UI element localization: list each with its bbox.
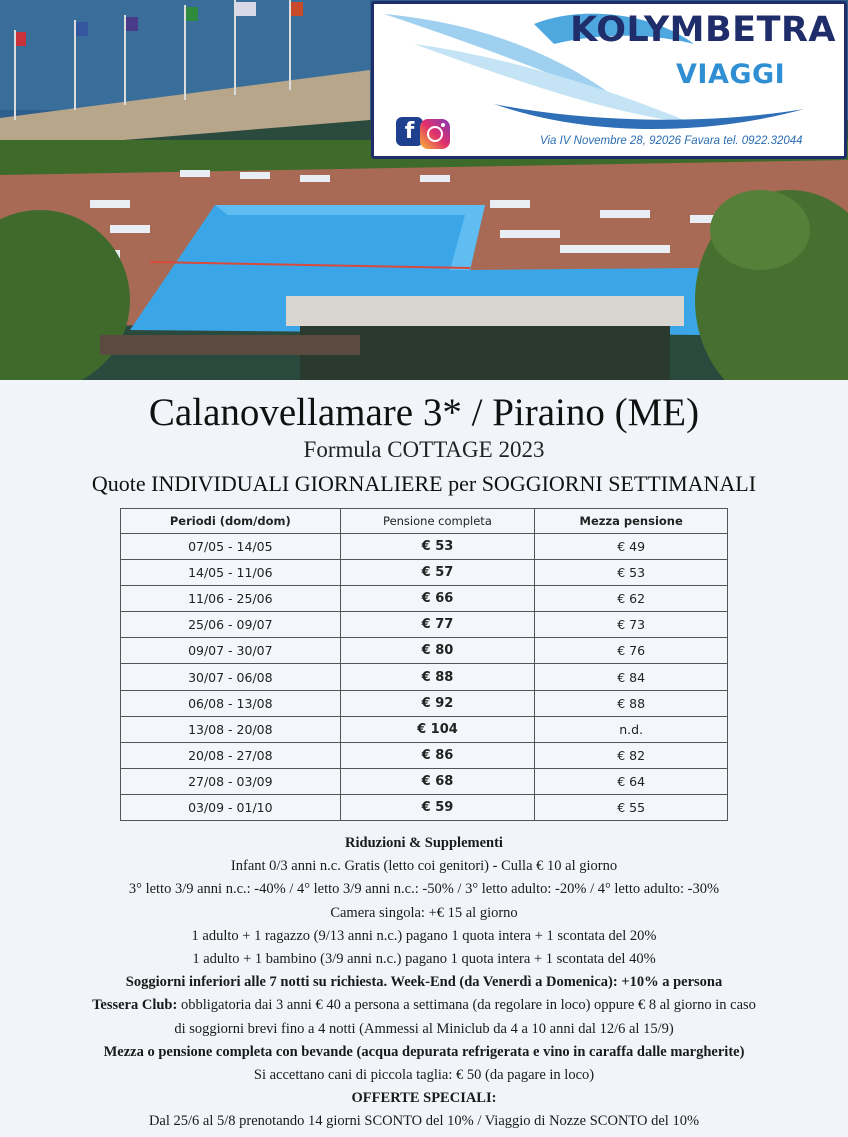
half-board-price: € 76 — [535, 638, 728, 664]
single-room-note: Camera singola: +€ 15 al giorno — [330, 904, 518, 921]
period-cell: 13/08 - 20/08 — [121, 716, 341, 742]
brand-subtitle: VIAGGI — [676, 59, 786, 90]
reductions-heading: Riduzioni & Supplementi — [345, 835, 503, 851]
period-cell: 14/05 - 11/06 — [121, 560, 341, 586]
pets-note: Si accettano cani di piccola taglia: € 50 (da pagare in loco) — [253, 1067, 595, 1084]
full-board-price: € 59 — [340, 794, 535, 820]
drinks-note: Mezza o pensione completa con bevande (acqua depurata refrigerata e vino in caraffa dalle margherite) — [103, 1043, 745, 1060]
full-board-price: € 88 — [340, 664, 535, 690]
table-header-row — [121, 509, 728, 534]
adult-teen-note: 1 adulto + 1 ragazzo (9/13 anni n.c.) pagano 1 quota intera + 1 scontata del 20% — [191, 927, 657, 944]
brand-name: KOLYMBETRA — [570, 10, 836, 50]
full-board-price: € 53 — [340, 534, 535, 560]
full-board-price: € 57 — [340, 560, 535, 586]
half-board-price: € 88 — [535, 690, 728, 716]
price-table — [120, 508, 728, 821]
full-board-price: € 86 — [340, 742, 535, 768]
table-row — [121, 560, 728, 586]
half-board-price: € 62 — [535, 586, 728, 612]
agency-logo — [371, 1, 847, 159]
quote-heading: Quote INDIVIDUALI GIORNALIERE per SOGGIORNI SETTIMANALI — [91, 471, 757, 496]
column-header-full-board: Pensione completa — [340, 509, 535, 534]
period-cell: 07/05 - 14/05 — [121, 534, 341, 560]
half-board-price: € 55 — [535, 794, 728, 820]
page-title: Calanovellamare 3* / Piraino (ME) — [148, 391, 700, 434]
adult-child-note: 1 adulto + 1 bambino (3/9 anni n.c.) pagano 1 quota intera + 1 scontata del 40% — [192, 951, 656, 968]
half-board-price: € 64 — [535, 768, 728, 794]
table-row — [121, 768, 728, 794]
period-cell: 30/07 - 06/08 — [121, 664, 341, 690]
full-board-price: € 92 — [340, 690, 535, 716]
extra-beds-note: 3° letto 3/9 anni n.c.: -40% / 4° letto 3/9 anni n.c.: -50% / 3° letto adulto: -20% / 4° letto adulto: -30% — [128, 881, 720, 898]
table-row — [121, 716, 728, 742]
infant-note: Infant 0/3 anni n.c. Gratis (letto coi genitori) - Culla € 10 al giorno — [230, 858, 618, 875]
full-board-price: € 66 — [340, 586, 535, 612]
period-cell: 11/06 - 25/06 — [121, 586, 341, 612]
facebook-icon[interactable]: f — [396, 117, 423, 146]
table-row — [121, 612, 728, 638]
column-header-half-board: Mezza pensione — [535, 509, 728, 534]
half-board-price: n.d. — [535, 716, 728, 742]
table-row — [121, 586, 728, 612]
club-card-note-continued: di soggiorni brevi fino a 4 notti (Ammessi al Miniclub da 4 a 10 anni dal 12/6 al 15/9) — [174, 1020, 674, 1037]
period-cell: 20/08 - 27/08 — [121, 742, 341, 768]
period-cell: 09/07 - 30/07 — [121, 638, 341, 664]
club-card-label: Tessera Club: — [92, 997, 178, 1014]
full-board-price: € 77 — [340, 612, 535, 638]
half-board-price: € 49 — [535, 534, 728, 560]
special-offers-text: Dal 25/6 al 5/8 prenotando 14 giorni SCONTO del 10% / Viaggio di Nozze SCONTO del 10% — [148, 1113, 700, 1130]
notes-section — [0, 832, 848, 1134]
special-offers-heading: OFFERTE SPECIALI: — [351, 1090, 497, 1107]
club-card-note: Tessera Club: obbligatoria dai 3 anni € 40 a persona a settimana (da regolare in loco) oppure € 8 al giorno in caso — [92, 997, 756, 1014]
full-board-price: € 104 — [340, 716, 535, 742]
formula-subtitle: Formula COTTAGE 2023 — [303, 437, 545, 462]
instagram-icon[interactable] — [420, 119, 450, 149]
period-cell: 06/08 - 13/08 — [121, 690, 341, 716]
agency-address: Via IV Novembre 28, 92026 Favara tel. 0922.32044 — [540, 135, 803, 147]
table-row — [121, 638, 728, 664]
half-board-price: € 84 — [535, 664, 728, 690]
table-row — [121, 690, 728, 716]
half-board-price: € 53 — [535, 560, 728, 586]
table-row — [121, 742, 728, 768]
table-row — [121, 664, 728, 690]
period-cell: 25/06 - 09/07 — [121, 612, 341, 638]
table-row — [121, 534, 728, 560]
column-header-periods: Periodi (dom/dom) — [121, 509, 341, 534]
half-board-price: € 73 — [535, 612, 728, 638]
period-cell: 03/09 - 01/10 — [121, 794, 341, 820]
table-row — [121, 794, 728, 820]
half-board-price: € 82 — [535, 742, 728, 768]
short-stays-note: Soggiorni inferiori alle 7 notti su richiesta. Week-End (da Venerdì a Domenica): +10% a persona — [125, 974, 723, 991]
full-board-price: € 80 — [340, 638, 535, 664]
period-cell: 27/08 - 03/09 — [121, 768, 341, 794]
full-board-price: € 68 — [340, 768, 535, 794]
